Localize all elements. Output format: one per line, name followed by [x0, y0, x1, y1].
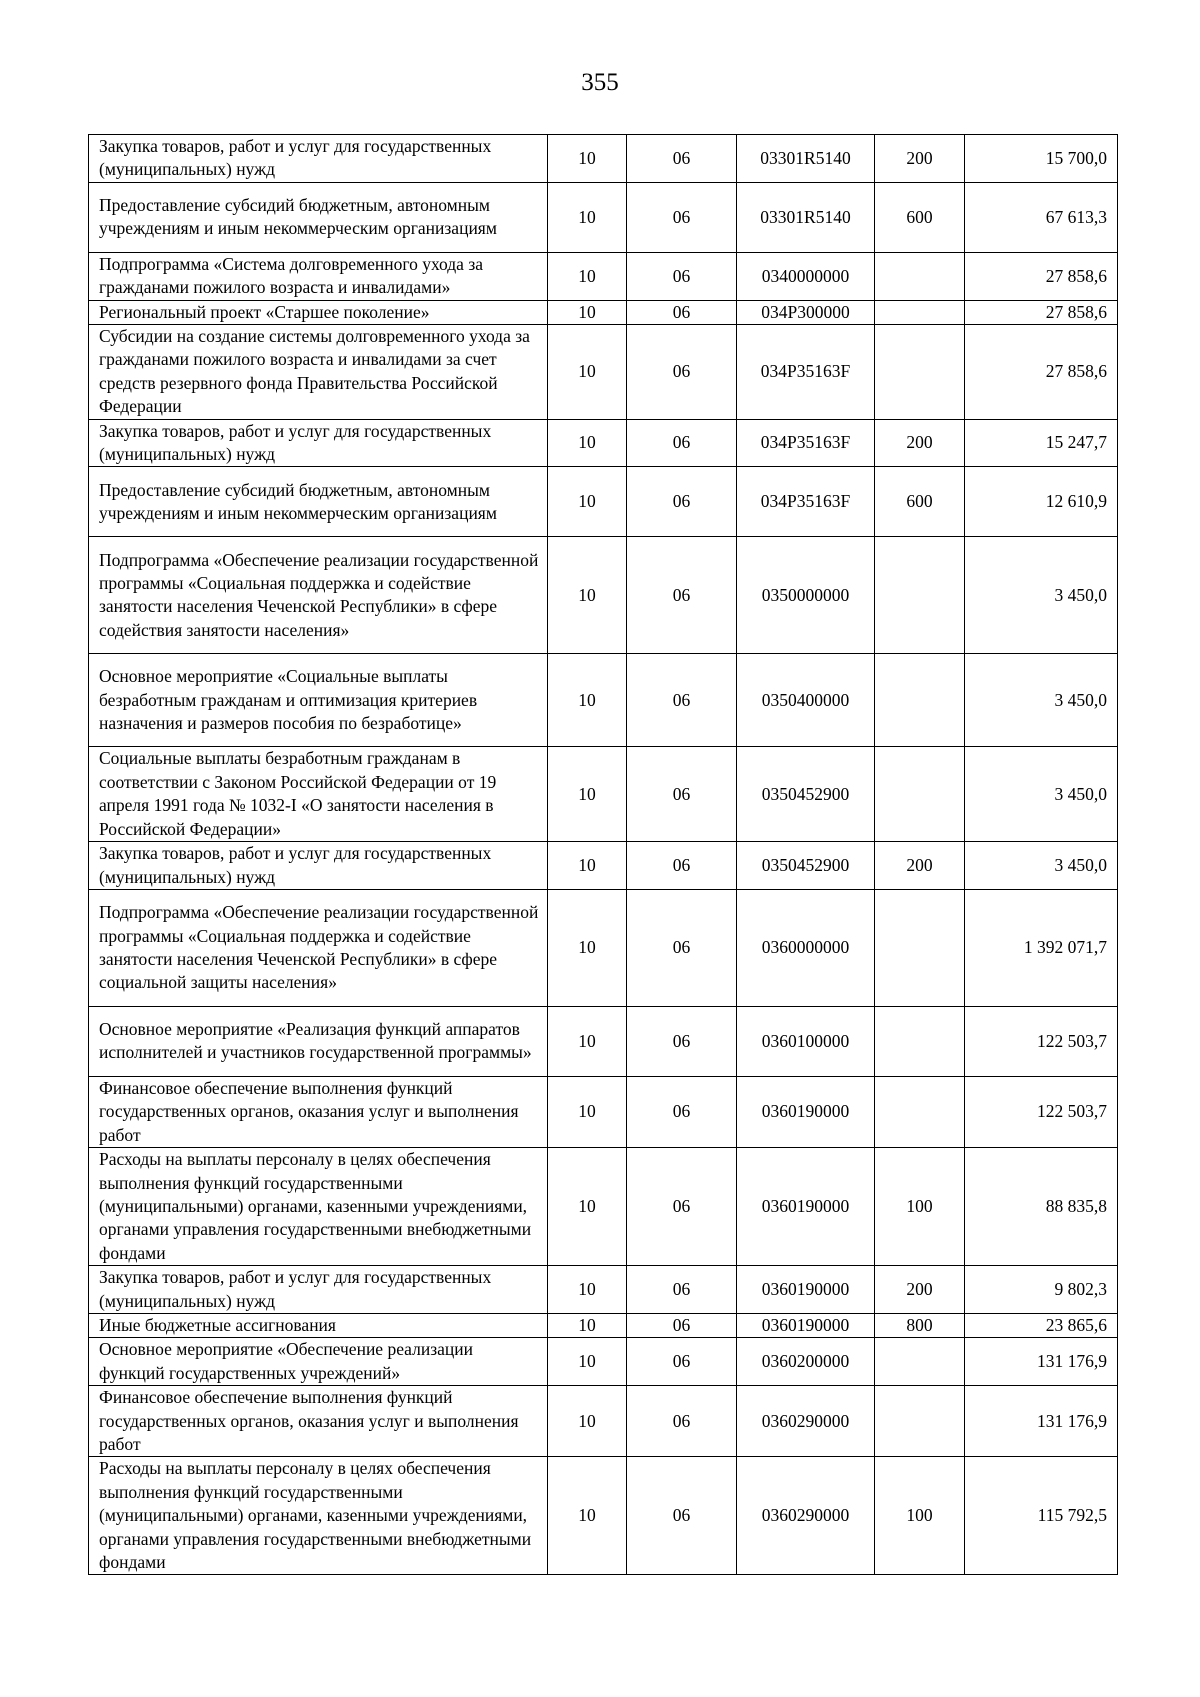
expense-name: Предоставление субсидий бюджетным, автономным учреждениям и иным некоммерческим организациям — [89, 467, 548, 537]
section-code: 10 — [548, 1076, 627, 1147]
target-article-code: 0350400000 — [737, 654, 875, 747]
target-article-code: 034P35163F — [737, 325, 875, 420]
target-article-code: 0360290000 — [737, 1457, 875, 1575]
expense-type-code — [875, 1386, 965, 1457]
table-row — [89, 300, 1118, 324]
expense-type-code: 200 — [875, 1266, 965, 1314]
target-article-code: 0350452900 — [737, 747, 875, 842]
target-article-code: 03301R5140 — [737, 182, 875, 252]
table-row — [89, 467, 1118, 537]
target-article-code: 0340000000 — [737, 252, 875, 300]
expense-name: Закупка товаров, работ и услуг для государственных (муниципальных) нужд — [89, 842, 548, 890]
subsection-code: 06 — [627, 419, 737, 467]
table-row — [89, 182, 1118, 252]
section-code: 10 — [548, 1338, 627, 1386]
amount: 15 247,7 — [965, 419, 1118, 467]
subsection-code: 06 — [627, 1006, 737, 1076]
amount: 3 450,0 — [965, 537, 1118, 654]
expense-type-code — [875, 252, 965, 300]
subsection-code: 06 — [627, 537, 737, 654]
amount: 15 700,0 — [965, 135, 1118, 183]
expense-type-code — [875, 1006, 965, 1076]
target-article-code: 034P300000 — [737, 300, 875, 324]
section-code: 10 — [548, 135, 627, 183]
expense-name: Субсидии на создание системы долговременного ухода за гражданами пожилого возраста и инвалидами за счет средств резервного фонда Правительства Российской Федерации — [89, 325, 548, 420]
subsection-code: 06 — [627, 182, 737, 252]
subsection-code: 06 — [627, 1266, 737, 1314]
amount: 115 792,5 — [965, 1457, 1118, 1575]
budget-table-body — [89, 135, 1118, 1575]
target-article-code: 0360100000 — [737, 1006, 875, 1076]
amount: 23 865,6 — [965, 1313, 1118, 1337]
section-code: 10 — [548, 1457, 627, 1575]
amount: 9 802,3 — [965, 1266, 1118, 1314]
target-article-code: 0360200000 — [737, 1338, 875, 1386]
section-code: 10 — [548, 1386, 627, 1457]
expense-name: Закупка товаров, работ и услуг для государственных (муниципальных) нужд — [89, 419, 548, 467]
subsection-code: 06 — [627, 842, 737, 890]
expense-name: Подпрограмма «Система долговременного ухода за гражданами пожилого возраста и инвалидами» — [89, 252, 548, 300]
expense-type-code — [875, 889, 965, 1006]
subsection-code: 06 — [627, 1313, 737, 1337]
expense-type-code — [875, 537, 965, 654]
amount: 131 176,9 — [965, 1338, 1118, 1386]
subsection-code: 06 — [627, 654, 737, 747]
section-code: 10 — [548, 1006, 627, 1076]
subsection-code: 06 — [627, 747, 737, 842]
section-code: 10 — [548, 325, 627, 420]
target-article-code: 0350000000 — [737, 537, 875, 654]
subsection-code: 06 — [627, 1338, 737, 1386]
expense-type-code: 100 — [875, 1457, 965, 1575]
table-row — [89, 1006, 1118, 1076]
target-article-code: 0360190000 — [737, 1148, 875, 1266]
amount: 12 610,9 — [965, 467, 1118, 537]
section-code: 10 — [548, 419, 627, 467]
section-code: 10 — [548, 252, 627, 300]
expense-name: Предоставление субсидий бюджетным, автономным учреждениям и иным некоммерческим организациям — [89, 182, 548, 252]
amount: 3 450,0 — [965, 747, 1118, 842]
amount: 3 450,0 — [965, 842, 1118, 890]
subsection-code: 06 — [627, 325, 737, 420]
section-code: 10 — [548, 1313, 627, 1337]
section-code: 10 — [548, 842, 627, 890]
target-article-code: 0350452900 — [737, 842, 875, 890]
amount: 27 858,6 — [965, 325, 1118, 420]
subsection-code: 06 — [627, 1148, 737, 1266]
expense-name: Закупка товаров, работ и услуг для государственных (муниципальных) нужд — [89, 1266, 548, 1314]
subsection-code: 06 — [627, 135, 737, 183]
target-article-code: 034P35163F — [737, 467, 875, 537]
amount: 131 176,9 — [965, 1386, 1118, 1457]
expense-name: Региональный проект «Старшее поколение» — [89, 300, 548, 324]
section-code: 10 — [548, 467, 627, 537]
table-row — [89, 747, 1118, 842]
target-article-code: 0360190000 — [737, 1076, 875, 1147]
amount: 122 503,7 — [965, 1076, 1118, 1147]
target-article-code: 0360190000 — [737, 1313, 875, 1337]
section-code: 10 — [548, 300, 627, 324]
expense-type-code — [875, 747, 965, 842]
expense-type-code — [875, 325, 965, 420]
section-code: 10 — [548, 1266, 627, 1314]
subsection-code: 06 — [627, 467, 737, 537]
expense-type-code: 200 — [875, 842, 965, 890]
expense-type-code: 600 — [875, 467, 965, 537]
section-code: 10 — [548, 1148, 627, 1266]
expense-name: Расходы на выплаты персоналу в целях обеспечения выполнения функций государственными (муниципальными) органами, казенными учреждениями, органами управления государственными внебюджетными фондами — [89, 1148, 548, 1266]
expense-name: Основное мероприятие «Обеспечение реализации функций государственных учреждений» — [89, 1338, 548, 1386]
amount: 27 858,6 — [965, 252, 1118, 300]
expense-name: Подпрограмма «Обеспечение реализации государственной программы «Социальная поддержка и содействие занятости населения Чеченской Республики» в сфере социальной защиты населения» — [89, 889, 548, 1006]
subsection-code: 06 — [627, 252, 737, 300]
budget-table — [88, 134, 1118, 1575]
table-row — [89, 135, 1118, 183]
expense-name: Подпрограмма «Обеспечение реализации государственной программы «Социальная поддержка и содействие занятости населения Чеченской Республики» в сфере содействия занятости населения» — [89, 537, 548, 654]
section-code: 10 — [548, 654, 627, 747]
amount: 3 450,0 — [965, 654, 1118, 747]
subsection-code: 06 — [627, 1076, 737, 1147]
expense-type-code: 200 — [875, 135, 965, 183]
expense-type-code — [875, 300, 965, 324]
table-row — [89, 842, 1118, 890]
section-code: 10 — [548, 537, 627, 654]
expense-name: Иные бюджетные ассигнования — [89, 1313, 548, 1337]
section-code: 10 — [548, 889, 627, 1006]
expense-name: Социальные выплаты безработным гражданам в соответствии с Законом Российской Федерации от 19 апреля 1991 года № 1032-I «О занятости населения в Российской Федерации» — [89, 747, 548, 842]
subsection-code: 06 — [627, 1457, 737, 1575]
target-article-code: 0360290000 — [737, 1386, 875, 1457]
target-article-code: 0360000000 — [737, 889, 875, 1006]
expense-name: Закупка товаров, работ и услуг для государственных (муниципальных) нужд — [89, 135, 548, 183]
table-row — [89, 1457, 1118, 1575]
table-row — [89, 1266, 1118, 1314]
expense-type-code: 800 — [875, 1313, 965, 1337]
table-row — [89, 654, 1118, 747]
expense-type-code — [875, 1076, 965, 1147]
expense-name: Финансовое обеспечение выполнения функций государственных органов, оказания услуг и выполнения работ — [89, 1386, 548, 1457]
amount: 122 503,7 — [965, 1006, 1118, 1076]
expense-name: Основное мероприятие «Социальные выплаты безработным гражданам и оптимизация критериев назначения и размеров пособия по безработице» — [89, 654, 548, 747]
subsection-code: 06 — [627, 889, 737, 1006]
section-code: 10 — [548, 182, 627, 252]
table-row — [89, 1076, 1118, 1147]
table-row — [89, 889, 1118, 1006]
amount: 67 613,3 — [965, 182, 1118, 252]
table-row — [89, 537, 1118, 654]
expense-name: Основное мероприятие «Реализация функций аппаратов исполнителей и участников государственной программы» — [89, 1006, 548, 1076]
amount: 1 392 071,7 — [965, 889, 1118, 1006]
amount: 88 835,8 — [965, 1148, 1118, 1266]
section-code: 10 — [548, 747, 627, 842]
expense-type-code — [875, 1338, 965, 1386]
expense-type-code — [875, 654, 965, 747]
table-row — [89, 1313, 1118, 1337]
table-row — [89, 1148, 1118, 1266]
expense-type-code: 100 — [875, 1148, 965, 1266]
expense-name: Финансовое обеспечение выполнения функций государственных органов, оказания услуг и выполнения работ — [89, 1076, 548, 1147]
table-row — [89, 419, 1118, 467]
target-article-code: 03301R5140 — [737, 135, 875, 183]
table-row — [89, 252, 1118, 300]
expense-name: Расходы на выплаты персоналу в целях обеспечения выполнения функций государственными (муниципальными) органами, казенными учреждениями, органами управления государственными внебюджетными фондами — [89, 1457, 548, 1575]
subsection-code: 06 — [627, 300, 737, 324]
expense-type-code: 600 — [875, 182, 965, 252]
target-article-code: 0360190000 — [737, 1266, 875, 1314]
target-article-code: 034P35163F — [737, 419, 875, 467]
expense-type-code: 200 — [875, 419, 965, 467]
amount: 27 858,6 — [965, 300, 1118, 324]
page-number: 355 — [581, 69, 619, 96]
subsection-code: 06 — [627, 1386, 737, 1457]
table-row — [89, 1386, 1118, 1457]
table-row — [89, 1338, 1118, 1386]
table-row — [89, 325, 1118, 420]
